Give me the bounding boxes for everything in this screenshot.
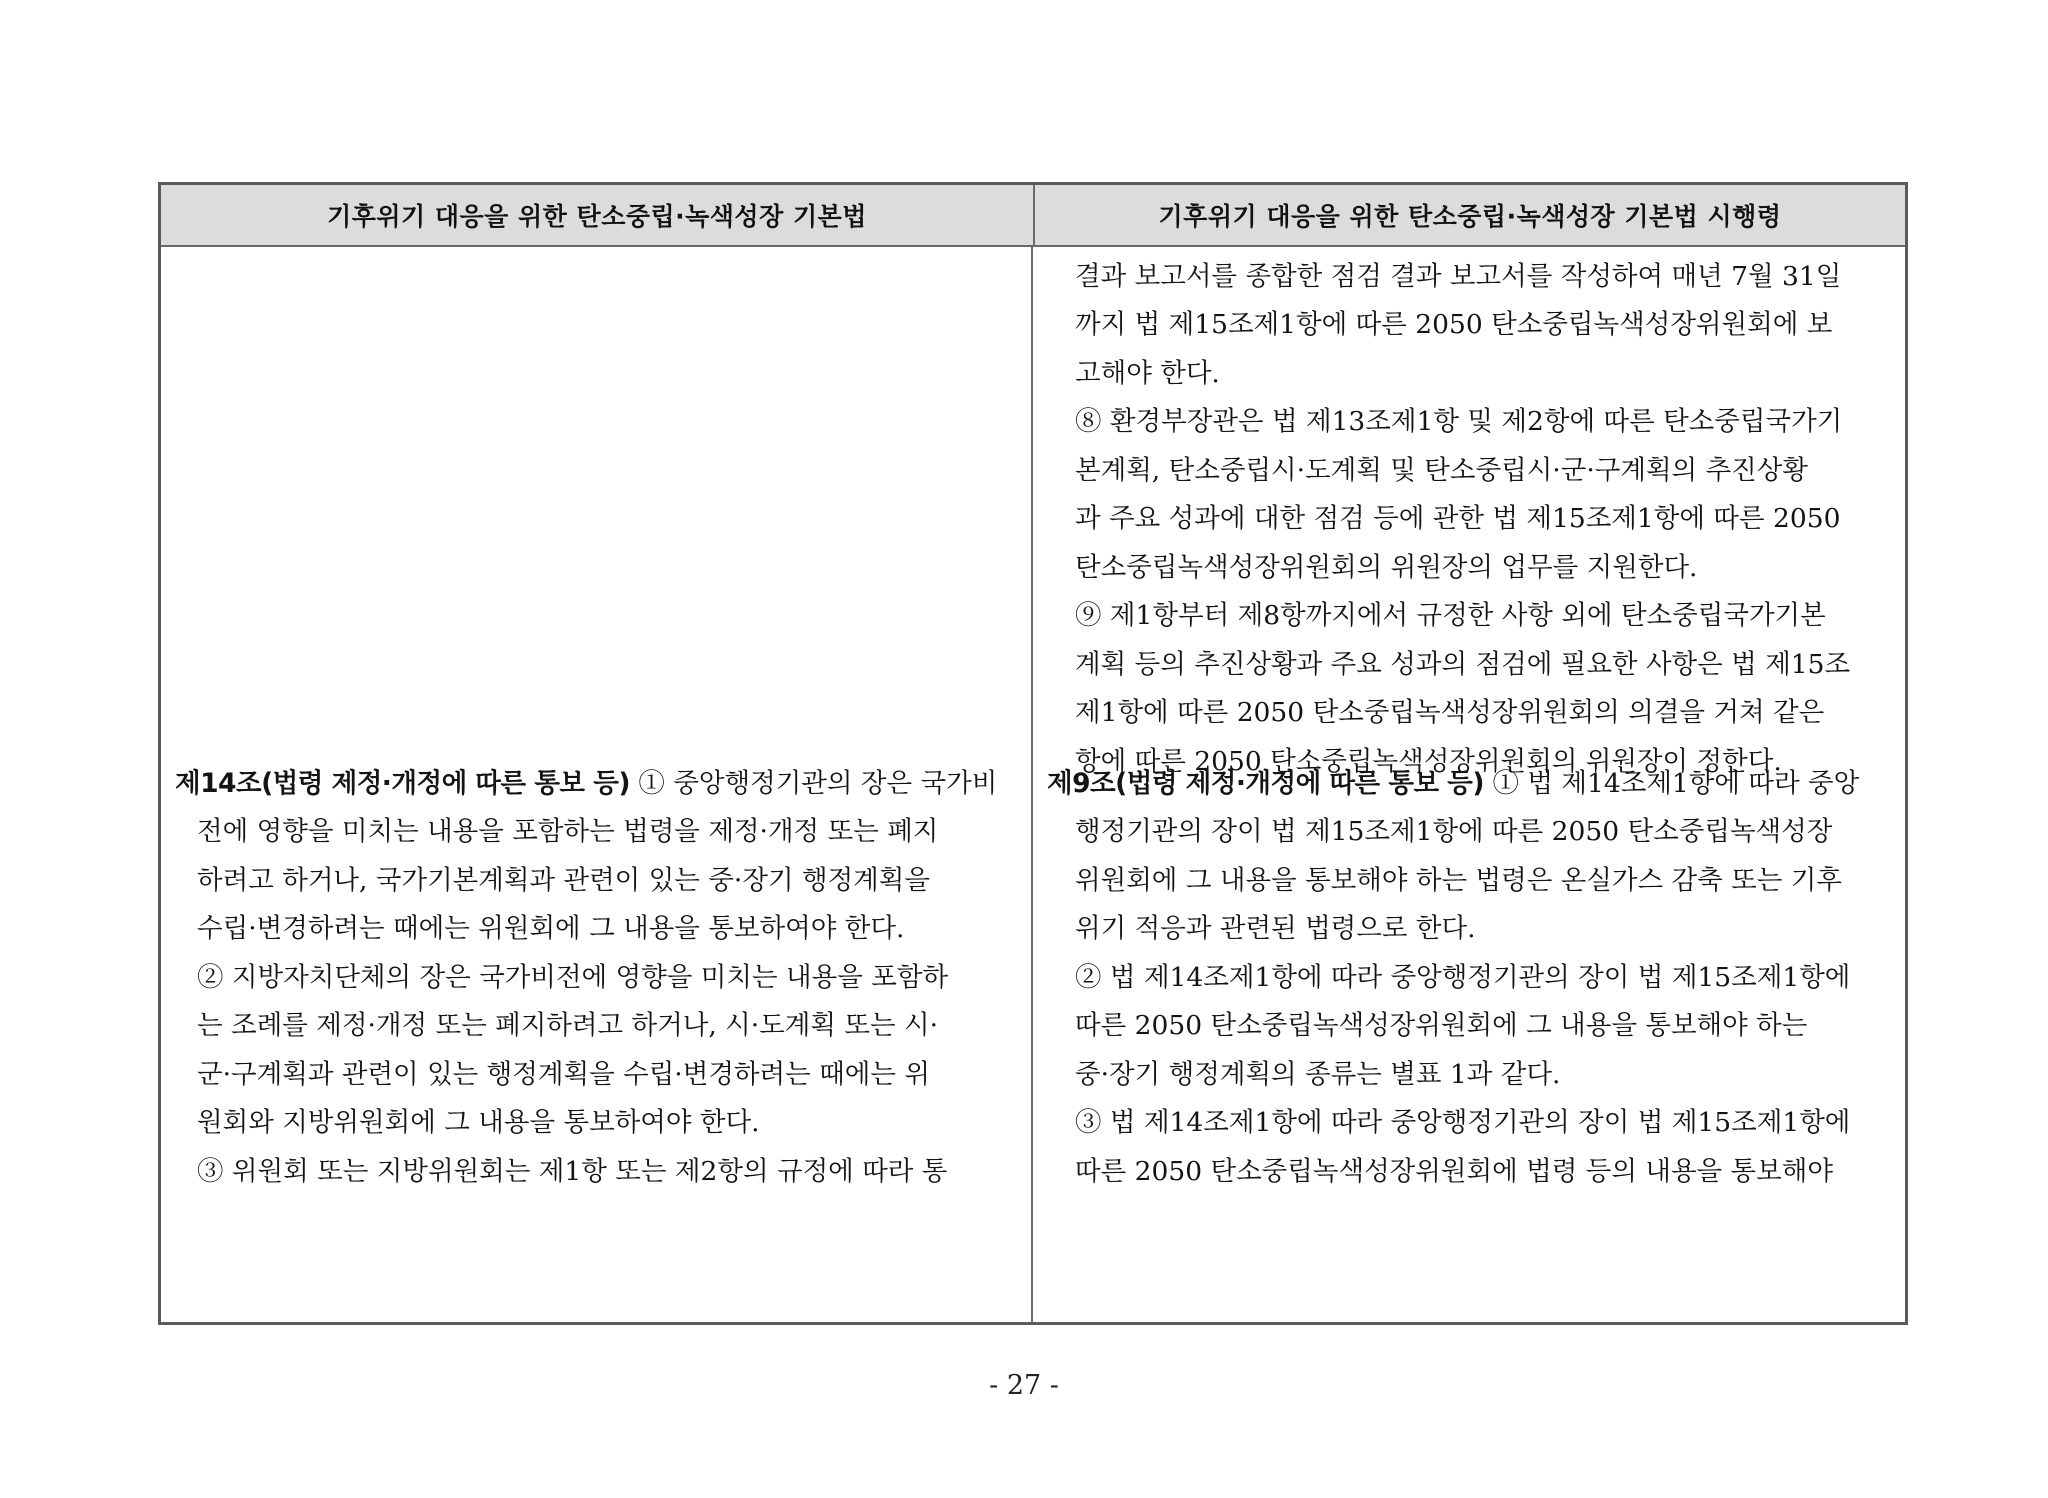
paragraph-line: 과 주요 성과에 대한 점검 등에 관한 법 제15조제1항에 따른 2050 (1075, 503, 1841, 534)
paragraph-line: ① 중앙행정기관의 장은 국가비 (629, 768, 998, 799)
act-column (161, 247, 1033, 1322)
paragraph-line: 위기 적응과 관련된 법령으로 한다. (1075, 913, 1476, 944)
paragraph-line: 제1항에 따른 2050 탄소중립녹색성장위원회의 의결을 거쳐 같은 (1075, 697, 1825, 728)
paragraph-line: 수립·변경하려는 때에는 위원회에 그 내용을 통보하여야 한다. (197, 913, 905, 944)
table-header (161, 185, 1905, 247)
paragraph-line: 위원회에 그 내용을 통보해야 하는 법령은 온실가스 감축 또는 기후 (1075, 865, 1842, 896)
table-body (161, 247, 1905, 1322)
article-14-first-line (175, 759, 997, 808)
paragraph-line: ① 법 제14조제1항에 따라 중앙 (1484, 768, 1860, 799)
paragraph-line: 계획 등의 추진상황과 주요 성과의 점검에 필요한 사항은 법 제15조 (1075, 649, 1851, 680)
paragraph-line: 항에 따른 2050 탄소중립녹색성장위원회의 위원장이 정한다. (1075, 746, 1782, 777)
paragraph-line: 본계획, 탄소중립시·도계획 및 탄소중립시·군·구계획의 추진상황 (1075, 455, 1808, 486)
page-number: - 27 - (989, 1370, 1059, 1401)
paragraph-line: 전에 영향을 미치는 내용을 포함하는 법령을 제정·개정 또는 폐지 (197, 816, 939, 847)
paragraph-line: ⑨ 제1항부터 제8항까지에서 규정한 사항 외에 탄소중립국가기본 (1075, 600, 1826, 631)
paragraph-line: ③ 위원회 또는 지방위원회는 제1항 또는 제2항의 규정에 따라 통 (197, 1156, 948, 1187)
header-enforcement-decree: 기후위기 대응을 위한 탄소중립·녹색성장 기본법 시행령 (1158, 202, 1782, 231)
paragraph-line: ② 지방자치단체의 장은 국가비전에 영향을 미치는 내용을 포함하 (197, 962, 949, 993)
enforcement-decree-column (1033, 247, 1905, 1322)
paragraph-line: 는 조례를 제정·개정 또는 폐지하려고 하거나, 시·도계획 또는 시· (197, 1010, 939, 1041)
paragraph-line: 군·구계획과 관련이 있는 행정계획을 수립·변경하려는 때에는 위 (197, 1059, 930, 1090)
article-14-title: 제14조(법령 제정·개정에 따른 통보 등) (175, 768, 630, 799)
paragraph-line: ⑧ 환경부장관은 법 제13조제1항 및 제2항에 따른 탄소중립국가기 (1075, 406, 1843, 437)
paragraph-line: 결과 보고서를 종합한 점검 결과 보고서를 작성하여 매년 7월 31일 (1075, 261, 1842, 292)
paragraph-line: 행정기관의 장이 법 제15조제1항에 따른 2050 탄소중립녹색성장 (1075, 816, 1833, 847)
paragraph-line: 고해야 한다. (1075, 358, 1220, 389)
paragraph-line: 따른 2050 탄소중립녹색성장위원회에 그 내용을 통보해야 하는 (1075, 1010, 1808, 1041)
comparison-table (158, 182, 1908, 1325)
paragraph-line: 하려고 하거나, 국가기본계획과 관련이 있는 중·장기 행정계획을 (197, 865, 930, 896)
paragraph-line: 원회와 지방위원회에 그 내용을 통보하여야 한다. (197, 1107, 760, 1138)
paragraph-line: 탄소중립녹색성장위원회의 위원장의 업무를 지원한다. (1075, 552, 1698, 583)
paragraph-line: ② 법 제14조제1항에 따라 중앙행정기관의 장이 법 제15조제1항에 (1075, 962, 1851, 993)
article-9-first-line (1047, 759, 1859, 808)
paragraph-line: 중·장기 행정계획의 종류는 별표 1과 같다. (1075, 1059, 1561, 1090)
article-9-title: 제9조(법령 제정·개정에 따른 통보 등) (1047, 768, 1485, 799)
header-act: 기후위기 대응을 위한 탄소중립·녹색성장 기본법 (161, 185, 1035, 245)
paragraph-line: 까지 법 제15조제1항에 따른 2050 탄소중립녹색성장위원회에 보 (1075, 309, 1833, 340)
paragraph-line: 따른 2050 탄소중립녹색성장위원회에 법령 등의 내용을 통보해야 (1075, 1156, 1833, 1187)
paragraph-line: ③ 법 제14조제1항에 따라 중앙행정기관의 장이 법 제15조제1항에 (1075, 1107, 1851, 1138)
